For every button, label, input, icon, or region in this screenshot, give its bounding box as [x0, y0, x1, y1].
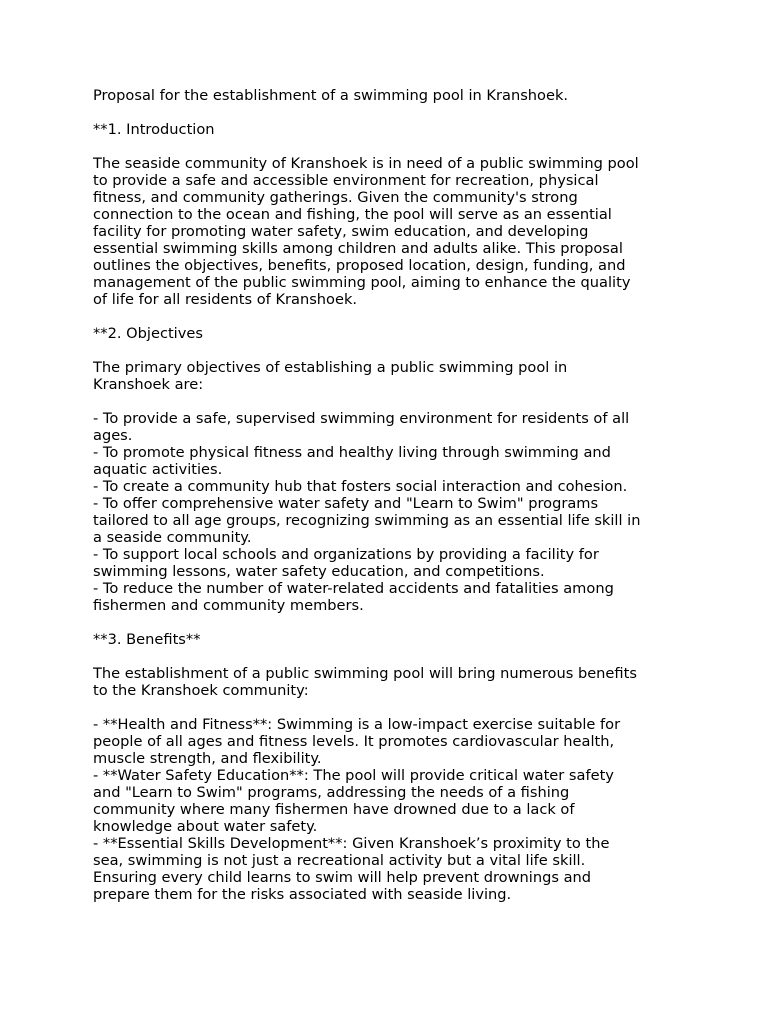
section-heading-benefits: **3. Benefits**	[93, 631, 201, 648]
list-item-line: - To create a community hub that fosters social interaction and cohesion.	[93, 478, 628, 495]
text-line: to provide a safe and accessible environment for recreation, physical	[93, 172, 599, 189]
list-item-line: - **Essential Skills Development**: Given Kranshoek’s proximity to the	[93, 835, 610, 852]
text-line: fitness, and community gatherings. Given the community's strong	[93, 189, 578, 206]
list-item-line: tailored to all age groups, recognizing swimming as an essential life skill in	[93, 512, 641, 529]
list-item-line: a seaside community.	[93, 529, 252, 546]
benefits-list	[93, 716, 693, 903]
text-line: management of the public swimming pool, aiming to enhance the quality	[93, 274, 631, 291]
list-item-line: ages.	[93, 427, 133, 444]
list-item-line: knowledge about water safety.	[93, 818, 318, 835]
text-line: The seaside community of Kranshoek is in need of a public swimming pool	[93, 155, 639, 172]
spacer	[93, 308, 693, 325]
list-item-line: - To offer comprehensive water safety and "Learn to Swim" programs	[93, 495, 599, 512]
spacer	[93, 699, 693, 716]
text-line: The establishment of a public swimming pool will bring numerous benefits	[93, 665, 637, 682]
spacer	[93, 104, 693, 121]
list-item-line: community where many fishermen have drowned due to a lack of	[93, 801, 575, 818]
list-item-line: - To reduce the number of water-related accidents and fatalities among	[93, 580, 614, 597]
text-line: outlines the objectives, benefits, proposed location, design, funding, and	[93, 257, 626, 274]
list-item-line: fishermen and community members.	[93, 597, 364, 614]
list-item-line: and "Learn to Swim" programs, addressing the needs of a fishing	[93, 784, 570, 801]
text-line: of life for all residents of Kranshoek.	[93, 291, 358, 308]
text-line: The primary objectives of establishing a public swimming pool in	[93, 359, 568, 376]
document-title: Proposal for the establishment of a swimming pool in Kranshoek.	[93, 87, 569, 104]
text-line: essential swimming skills among children and adults alike. This proposal	[93, 240, 623, 257]
list-item-line: - To support local schools and organizations by providing a facility for	[93, 546, 599, 563]
list-item-line: muscle strength, and flexibility.	[93, 750, 322, 767]
list-item-line: - To promote physical fitness and healthy living through swimming and	[93, 444, 611, 461]
objectives-intro-paragraph	[93, 359, 693, 393]
text-line: connection to the ocean and fishing, the pool will serve as an essential	[93, 206, 612, 223]
list-item-line: - **Health and Fitness**: Swimming is a low-impact exercise suitable for	[93, 716, 621, 733]
list-item-line: Ensuring every child learns to swim will help prevent drownings and	[93, 869, 592, 886]
list-item-line: swimming lessons, water safety education, and competitions.	[93, 563, 545, 580]
list-item-line: - To provide a safe, supervised swimming environment for residents of all	[93, 410, 630, 427]
introduction-paragraph	[93, 155, 693, 308]
list-item-line: - **Water Safety Education**: The pool will provide critical water safety	[93, 767, 614, 784]
section-heading-objectives: **2. Objectives	[93, 325, 203, 342]
list-item-line: prepare them for the risks associated with seaside living.	[93, 886, 512, 903]
spacer	[93, 342, 693, 359]
spacer	[93, 393, 693, 410]
text-line: to the Kranshoek community:	[93, 682, 309, 699]
section-heading-introduction: **1. Introduction	[93, 121, 215, 138]
text-line: Kranshoek are:	[93, 376, 204, 393]
document-page	[93, 87, 693, 903]
spacer	[93, 138, 693, 155]
list-item-line: aquatic activities.	[93, 461, 223, 478]
benefits-intro-paragraph	[93, 665, 693, 699]
text-line: facility for promoting water safety, swim education, and developing	[93, 223, 589, 240]
list-item-line: people of all ages and fitness levels. It promotes cardiovascular health,	[93, 733, 615, 750]
spacer	[93, 648, 693, 665]
objectives-list	[93, 410, 693, 614]
list-item-line: sea, swimming is not just a recreational activity but a vital life skill.	[93, 852, 586, 869]
spacer	[93, 614, 693, 631]
